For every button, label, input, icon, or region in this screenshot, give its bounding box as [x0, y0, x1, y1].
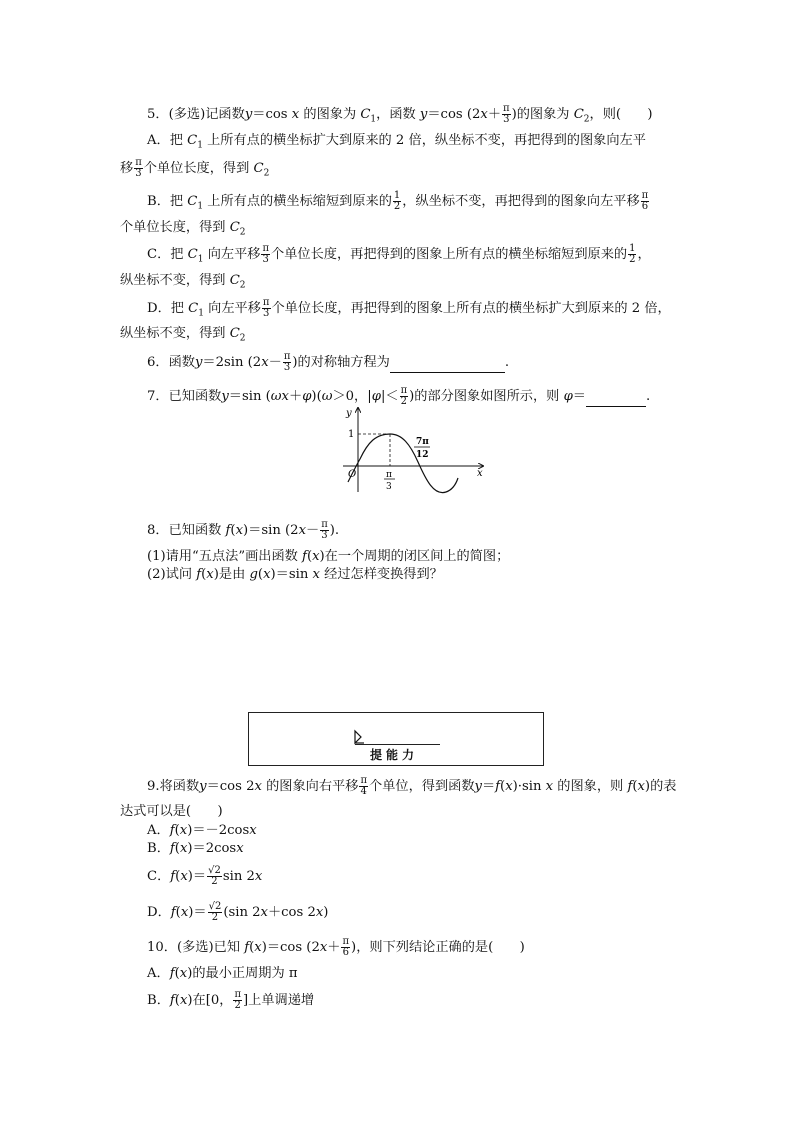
- tick-pi-3-num: π: [386, 470, 392, 480]
- fraction: $\frac{\pi}{6}$: [342, 936, 350, 958]
- answer-blank[interactable]: [586, 392, 646, 407]
- fraction: $\frac{\pi}{3}$: [262, 243, 270, 265]
- q5-option-b-line2: 个单位长度，得到 $C_2$: [120, 220, 246, 238]
- q9-option-d: D．f(x)＝ $\frac{√2}{2}$ (sin 2x＋cos 2x): [147, 901, 329, 923]
- sine-graph: [338, 404, 488, 494]
- q5-option-d-line1: D．把 $C_1$ 向左平移 $\frac{\pi}{3}$ 个单位长度，再把得到的图象上所有点的横坐标扩大到原来的 2 倍，: [147, 297, 671, 319]
- q6-stem: 6．函数y＝2sin (2x－ $\frac{\pi}{3}$ )的对称轴方程为 .: [147, 351, 510, 373]
- q5-option-c-line2: 纵坐标不变，得到 $C_2$: [120, 273, 246, 291]
- q10-option-a: A．f(x)的最小正周期为 π: [147, 966, 298, 981]
- fraction: $\frac{\pi}{3}$: [135, 157, 142, 179]
- max-value-label: 1: [348, 429, 355, 440]
- answer-blank[interactable]: [390, 358, 505, 373]
- sine-curve: [348, 434, 458, 493]
- fraction: $\frac{\pi}{3}$: [283, 351, 291, 373]
- q10-stem: 10．(多选)已知 f(x)＝cos (2x＋ $\frac{\pi}{6}$ )，则下列结论正确的是( ): [147, 936, 525, 958]
- tick-pi-3-den: 3: [386, 482, 392, 492]
- fraction: $\frac{1}{2}$: [629, 243, 636, 265]
- q9-option-b: B．f(x)＝2cosx: [147, 841, 244, 856]
- origin-label: O: [348, 469, 357, 480]
- fraction: $\frac{\pi}{4}$: [360, 775, 368, 797]
- q8-part2: (2)试问 f(x)是由 g(x)＝sin x 经过怎样变换得到？: [147, 567, 443, 582]
- tick-7pi-12-den: 12: [416, 450, 429, 460]
- fraction: $\frac{\pi}{3}$: [321, 519, 328, 541]
- q8-stem: 8．已知函数 f(x)＝sin (2x－ $\frac{\pi}{3}$ ).: [147, 519, 340, 541]
- q9-option-c: C．f(x)＝ $\frac{√2}{2}$ sin 2x: [147, 865, 263, 887]
- x-axis-label: x: [477, 468, 483, 479]
- q9-option-a: A．f(x)＝－2cosx: [147, 823, 257, 838]
- q8-part1: (1)请用“五点法”画出函数 f(x)在一个周期的闭区间上的简图；: [147, 549, 510, 564]
- section-title: 提能力: [370, 748, 419, 762]
- fraction: $\frac{\pi}{2}$: [234, 989, 242, 1011]
- q5-option-b-line1: B．把 $C_1$ 上所有点的横坐标缩短到原来的 $\frac{1}{2}$ ，纵坐标不变，再把得到的图象向左平移 $\frac{\pi}{6}$: [147, 190, 649, 212]
- fraction: $\frac{\pi}{6}$: [641, 190, 649, 212]
- q5-option-c-line1: C．把 $C_1$ 向左平移 $\frac{\pi}{3}$ 个单位长度，再把得到的图象上所有点的横坐标缩短到原来的 $\frac{1}{2}$ ，: [147, 243, 651, 265]
- banner-underline: [355, 744, 440, 745]
- q10-option-b: B．f(x)在[0， $\frac{\pi}{2}$ ]上单调递增: [147, 989, 315, 1011]
- q5-option-d-line2: 纵坐标不变，得到 $C_2$: [120, 326, 246, 344]
- pen-icon: [352, 729, 368, 745]
- tick-7pi-12-num: 7π: [416, 437, 429, 447]
- q5-option-a-line2: 移 $\frac{\pi}{3}$ 个单位长度，得到 $C_2$: [120, 157, 270, 179]
- q5-stem: 5．(多选)记函数y＝cos x 的图象为 $C_1$，函数 y＝cos (2x＋ $\frac{\pi}{3}$ )的图象为 $C_2$，则( ): [147, 103, 653, 125]
- fraction: $\frac{1}{2}$: [393, 190, 401, 212]
- q5-option-a-line1: A．把 $C_1$ 上所有点的横坐标扩大到原来的 2 倍，纵坐标不变，再把得到的图象向左平: [147, 133, 646, 151]
- fraction: $\frac{√2}{2}$: [208, 901, 222, 923]
- q7-stem: 7．已知函数y＝sin (ωx＋φ)(ω＞0，|φ|＜ $\frac{\pi}{2}$ )的部分图象如图所示，则 φ＝ .: [147, 385, 651, 407]
- fraction: $\frac{\pi}{3}$: [262, 297, 270, 319]
- fraction: $\frac{√2}{2}$: [208, 865, 221, 887]
- q9-stem-line2: 达式可以是( ): [120, 804, 223, 819]
- y-axis-label: y: [346, 408, 352, 419]
- q9-stem-line1: 9.将函数y＝cos 2x 的图象向右平移 $\frac{\pi}{4}$ 个单位，得到函数y＝f(x)·sin x 的图象，则 f(x)的表: [147, 775, 677, 797]
- fraction: $\frac{\pi}{2}$: [400, 385, 408, 407]
- fraction: $\frac{\pi}{3}$: [503, 103, 510, 125]
